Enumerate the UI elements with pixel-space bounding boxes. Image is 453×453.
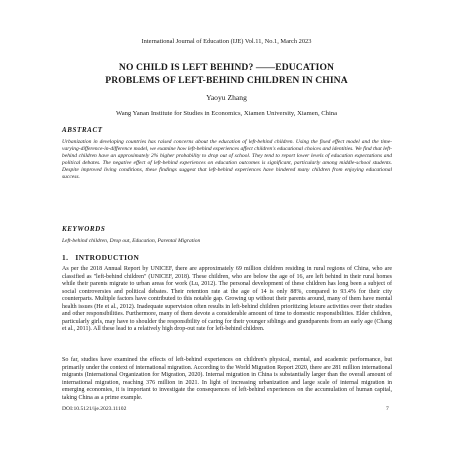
page-number: 7	[386, 406, 389, 412]
paper-title-line-1: NO CHILD IS LEFT BEHIND? ——EDUCATION	[118, 62, 335, 73]
author-name: Yaoyu Zhang	[206, 93, 247, 102]
paper-title	[30, 61, 423, 87]
section-number: 1.	[62, 253, 69, 262]
keywords-text: Left-behind children, Drop out, Education, Parental Migration	[62, 238, 201, 244]
introduction-heading	[62, 253, 139, 262]
doi-footer: DOI:10.5121/ije.2023.11102	[62, 406, 127, 412]
abstract-heading: ABSTRACT	[62, 126, 103, 134]
journal-header: International Journal of Education (IJE) Vol.11, No.1, March 2023	[141, 38, 312, 45]
keywords-heading: KEYWORDS	[62, 225, 106, 233]
introduction-paragraph-2: So far, studies have examined the effects of left-behind experiences on children's physical, mental, and academic performance, but primarily under the context of international migration. According to the World Migration Report 2020, there are 281 million international migrants (International Organization for Migration, 2020). Internal migration in China is substantially larger than the overall amount of international migration, reaching 376 million in 2021. In light of increasing urbanization and large scale of internal migration in emerging economies, it is important to investigate the consequences of left-behind experiences on the accumulation of human capital, taking China as a prime example.	[62, 357, 392, 401]
section-title: INTRODUCTION	[75, 253, 140, 262]
abstract-text: Urbanization in developing countries has raised concerns about the education of left-behind children. Using the fixed effect model and the time-varying-difference-in-difference model, we examine how left-behind experiences affect children's educational choices and identities. We find that left-behind children have an approximately 2% higher probability to drop out of school. They tend to report lower levels of education expectations and political debates. The negative effect of left-behind experiences on education outcomes is significant, particularly among middle-school students. Despite improved living conditions, these findings suggest that left-behind experiences have hindered many children from enjoying educational success.	[62, 139, 392, 180]
author-affiliation: Wang Yanan Institute for Studies in Economics, Xiamen University, Xiamen, China	[116, 110, 337, 117]
introduction-paragraph-1: As per the 2018 Annual Report by UNICEF, there are approximately 69 million children residing in rural regions of China, who are classified as "left-behind children" (UNICEF, 2018). These children, who are below the age of 16, are left behind in their rural homes while their parents migrate to urban areas for work (Lu, 2012). The personal development of these children has long been a subject of social controversies and political debates. Their retention rate at the age of 14 is only 88%, compared to 93.4% for their city counterparts. Multiple factors have contributed to this notable gap. Growing up without their parents around, many of them have mental health issues (He et al., 2012). Inadequate supervision often results in left-behind children prioritizing leisure activities over their studies and other responsibilities. Furthermore, many of them devote a considerable amount of time to domestic responsibilities. Elder children, particularly girls, may have to shoulder the responsibility of caring for their younger siblings and grandparents from an early age (Chang et al., 2011). All these lead to a relatively high drop-out rate for left-behind children.	[62, 266, 392, 333]
paper-title-line-2: PROBLEMS OF LEFT-BEHIND CHILDREN IN CHINA	[105, 75, 348, 86]
